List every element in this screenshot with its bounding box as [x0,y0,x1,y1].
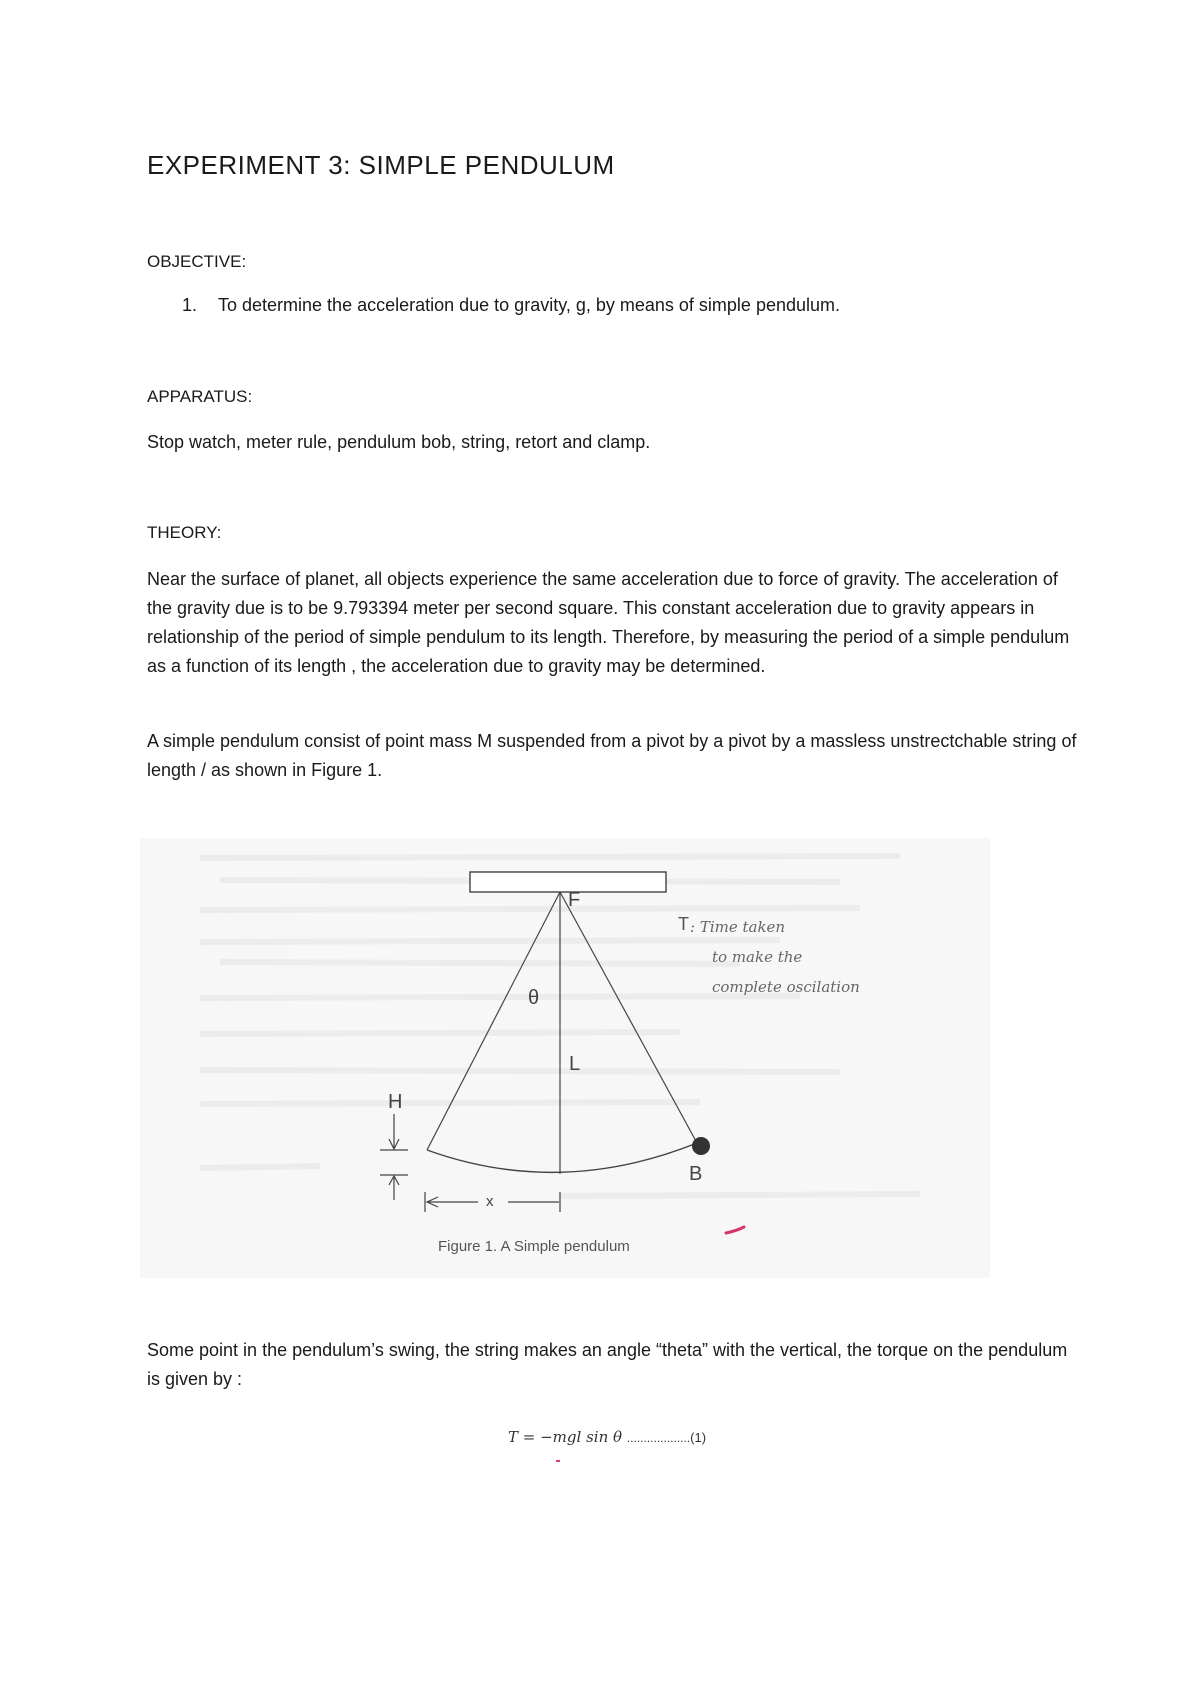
period-note-line-1: : Time taken [690,918,786,936]
apparatus-list: Stop watch, meter rule, pendulum bob, string, retort and clamp. [147,432,651,452]
height-label: H [388,1091,403,1113]
torque-text: Some point in the pendulum’s swing, the string makes an angle “theta” with the vertical, the torque on the pendulum is given by : [147,1340,1068,1389]
equation-dots: ................... [626,1431,691,1445]
objective-heading: OBJECTIVE: [147,252,247,271]
pendulum-bob [692,1137,710,1155]
equation-expression: T = −mgl sin θ [508,1428,623,1446]
figure-caption: Figure 1. A Simple pendulum [438,1238,630,1255]
torque-equation [508,1428,706,1446]
page-title: EXPERIMENT 3: SIMPLE PENDULUM [147,150,615,180]
objective-item [182,295,840,316]
figure-background [140,838,990,1278]
pendulum-diagram [140,838,990,1278]
equation-number: (1) [690,1430,707,1445]
period-note-line-3: complete oscilation [712,978,860,996]
bob-label: B [689,1163,703,1185]
period-symbol-label: T [678,914,689,934]
theory-heading: THEORY: [147,523,222,542]
angle-label: θ [528,987,540,1009]
period-note-line-2: to make the [712,948,803,966]
theory-text-1: Near the surface of planet, all objects experience the same acceleration due to force of gravity. The acceleration of the gravity due is to be 9.793394 meter per second square. This constant acceleration due to gravity appears in relationship of the period of simple pendulum to its length. Therefore, by measuring the period of a simple pendulum as a function of its length , the acceleration due to gravity may be determined. [147,569,1070,676]
theory-paragraph-1 [147,565,1077,681]
pivot-label: F [568,889,581,911]
apparatus-heading: APPARATUS: [147,387,253,406]
theory-text-2: A simple pendulum consist of point mass M suspended from a pivot by a pivot by a massless unstrectchable string of length / as shown in Figure 1. [147,731,1077,780]
objective-item-text: To determine the acceleration due to gravity, g, by means of simple pendulum. [218,295,841,315]
apparatus-text [147,428,1077,457]
theory-paragraph-2 [147,727,1077,785]
pendulum-figure [140,838,990,1278]
displacement-label: x [486,1193,494,1210]
objective-item-number: 1. [182,295,198,315]
length-label: L [569,1053,581,1075]
torque-paragraph [147,1336,1077,1394]
red-mark [556,1460,560,1462]
